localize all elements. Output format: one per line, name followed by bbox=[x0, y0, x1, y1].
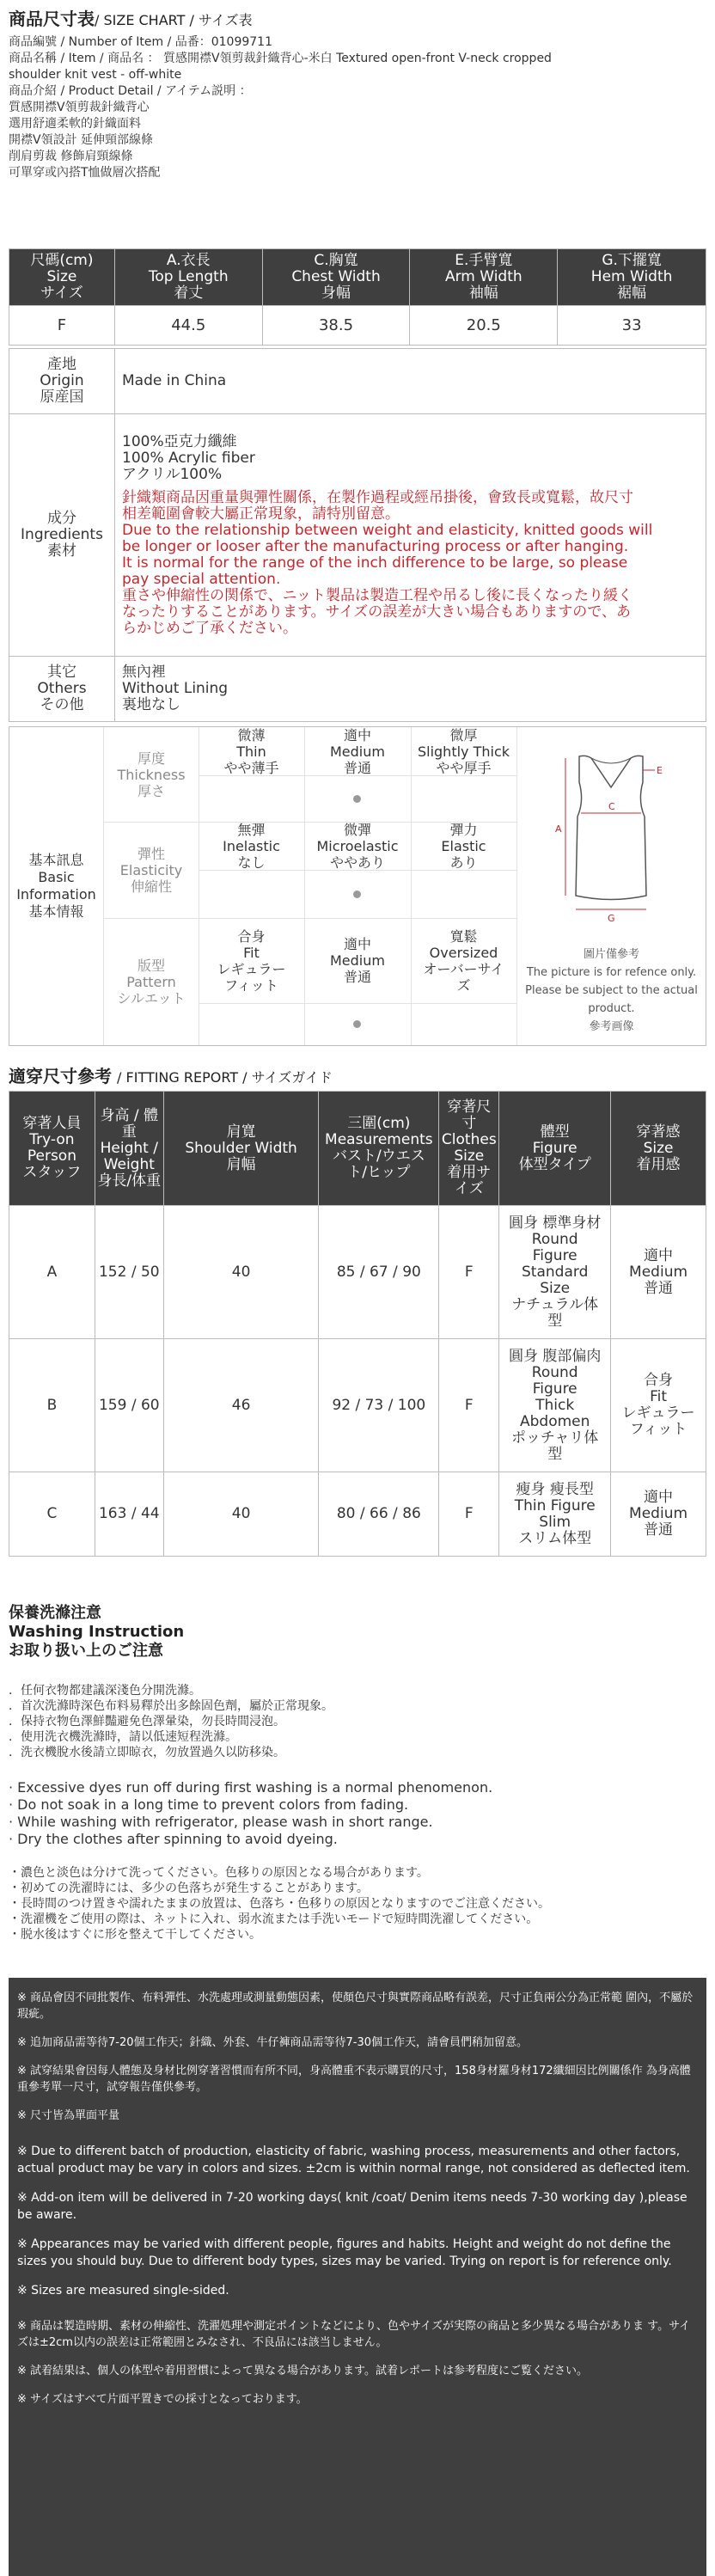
elasticity-option-micro: 微彈 Microelastic ややあり bbox=[316, 821, 399, 871]
detail-table bbox=[9, 348, 706, 722]
washing-line: · Dry the clothes after spinning to avoid dyeing. bbox=[9, 1831, 338, 1847]
note-item: ※ 試着結果は、個人の体型や着用習慣によって異なる場合があります。試着レポートは参考程度にご覧ください。 bbox=[17, 2365, 588, 2377]
note-item: ※ 追加商品需等待7-20個工作天；針織、外套、牛仔褲商品需等待7-30個工作天，請會員們稍加留意。 bbox=[17, 2036, 529, 2049]
thickness-label: 厚度 Thickness 厚さ bbox=[117, 750, 186, 799]
washing-line: ．使用洗衣機洗滌時，請以低速短程洗滌。 bbox=[9, 1730, 237, 1744]
ingredient-line: 100% Acrylic fiber bbox=[122, 449, 255, 467]
thickness-selected-dot bbox=[353, 795, 361, 803]
note-item: ※ 試穿結果會因每人體態及身材比例穿著習慣而有所不同，身高體重不表示購買的尺寸，158身材羅身材172纖細因比例關係作 為身高體重參考單一尺寸，試穿報告僅供參考。 bbox=[17, 2065, 691, 2094]
note-item: ※ 商品會因不同批製作、布料彈性、水洗處理或測量動態因素，使顏色尺寸與實際商品略有誤差，尺寸正負兩公分為正常範 圍內，不屬於瑕疵。 bbox=[17, 1992, 694, 2021]
measurements-header: 三圍(cm) Measurements バスト/ウエス ト/ヒップ bbox=[319, 1092, 439, 1206]
info-line: 開襟V領設計 延伸頸部線條 bbox=[9, 133, 154, 147]
ingredients-label: 成分 Ingredients 素材 bbox=[9, 414, 115, 657]
ingredient-line: 100%亞克力纖維 bbox=[122, 432, 237, 450]
elasticity-selected-dot bbox=[353, 890, 361, 898]
size-header-cell: 尺碼(cm) Size サイズ bbox=[9, 249, 115, 306]
fitting-subheading: / FITTING REPORT / サイズガイド bbox=[117, 1069, 333, 1086]
washing-line: ・初めての洗濯時には、多少の色落ちが発生することがあります。 bbox=[9, 1882, 369, 1895]
elasticity-option-elastic: 彈力 Elastic あり bbox=[441, 821, 486, 871]
figure-cell: 瘦身 瘦長型 Thin Figure Slim スリム体型 bbox=[499, 1472, 611, 1557]
height-weight-header: 身高 / 體 重 Height / Weight 身長/体重 bbox=[95, 1092, 163, 1206]
fitting-table bbox=[9, 1091, 706, 1557]
washing-line: · Excessive dyes run off during first washing is a normal phenomenon. bbox=[9, 1779, 493, 1796]
washing-instructions bbox=[9, 1683, 706, 1943]
washing-line: ・濃色と淡色は分けて洗ってください。色移りの原因となる場合があります。 bbox=[9, 1866, 429, 1880]
thickness-option-thin: 微薄 Thin やや薄手 bbox=[223, 726, 279, 776]
origin-row bbox=[9, 349, 706, 414]
shoulder-cell: 40 bbox=[163, 1472, 319, 1557]
feel-cell: 合身 Fit レギュラー フィット bbox=[611, 1339, 706, 1472]
shoulder-cell: 40 bbox=[163, 1206, 319, 1339]
washing-line: ．任何衣物都建議深淺色分開洗滌。 bbox=[9, 1684, 201, 1698]
garment-figure bbox=[517, 727, 706, 1045]
notes-en bbox=[17, 2143, 698, 2299]
measurements-cell: 80 / 66 / 86 bbox=[319, 1472, 439, 1557]
feel-header: 穿著感 Size 着用感 bbox=[611, 1092, 706, 1206]
figure-note: 圖片僅參考 The picture is for refence only. Please be subject to the actual product. 參考画像 bbox=[525, 948, 698, 1033]
fitting-table-header bbox=[9, 1092, 706, 1206]
pattern-label: 版型 Pattern シルエット bbox=[117, 957, 186, 1007]
table-row bbox=[9, 1206, 706, 1339]
note-item: ※ Add-on item will be delivered in 7-20 working days( knit /coat/ Denim items needs 7-30 working day ),please be aware. bbox=[17, 2191, 688, 2222]
elasticity-label: 彈性 Elasticity 伸縮性 bbox=[119, 845, 183, 895]
info-line: 可單穿或內搭T恤做層次搭配 bbox=[9, 166, 161, 180]
size-table-header bbox=[9, 249, 706, 306]
hem-header-cell: G.下擺寬 Hem Width 裾幅 bbox=[558, 249, 706, 306]
clothes-size-cell: F bbox=[439, 1472, 499, 1557]
person-cell: B bbox=[9, 1339, 95, 1472]
pattern-option-oversized: 寬鬆 Oversized オーバーサイ ズ bbox=[423, 927, 504, 994]
thickness-option-thick: 微厚 Slightly Thick やや厚手 bbox=[417, 726, 510, 776]
origin-label: 產地 Origin 原産国 bbox=[9, 349, 115, 414]
knit-notice: 針織類商品因重量與彈性關係，在製作過程或經吊掛後，會致長或寬鬆，故尺寸 相差範圍會較大屬正常現象，請特別留意。 Due to the relationship between weight and elasticity, knitted goods will be longer or looser after the manufacturing process or after hanging. It is normal for the range of the inch difference to be large, so please pay special attention. 重さや伸縮性の関係で、ニット製品は製造工程や吊るし後に長くなったり緩く なったりすることがあります。サイズの誤差が大きい場合もありますので、あ らかじめご了承ください。 bbox=[122, 488, 653, 637]
note-item: ※ Sizes are measured single-sided. bbox=[17, 2284, 229, 2298]
washing-line: · Do not soak in a long time to prevent colors from fading. bbox=[9, 1796, 409, 1813]
note-item: ※ 商品は製造時期、素材の伸縮性、洗濯処理や測定ポイントなどにより、色やサイズが実際の商品と多少異なる場合がありま す。サイズは±2cm以内の誤差は正常範囲とみなされ、不良品には該当しません。 bbox=[17, 2320, 691, 2349]
size-chart-heading: 商品尺寸表 bbox=[9, 9, 95, 29]
table-row bbox=[9, 1339, 706, 1472]
figure-letter-g: G bbox=[608, 913, 615, 924]
shoulder-cell: 46 bbox=[163, 1339, 319, 1472]
basic-info-panel bbox=[9, 726, 706, 1046]
washing-title: 保養洗滌注意 Washing Instruction お取り扱い上のご注意 bbox=[9, 1604, 185, 1660]
length-header-cell: A.衣長 Top Length 着丈 bbox=[114, 249, 262, 306]
figure-letter-a: A bbox=[555, 823, 562, 835]
arm-header-cell: E.手臂寬 Arm Width 袖幅 bbox=[410, 249, 558, 306]
table-row bbox=[9, 306, 706, 346]
notes-zh bbox=[17, 1990, 698, 2124]
others-value: 無內裡 Without Lining 裏地なし bbox=[115, 657, 706, 722]
thickness-option-medium: 適中 Medium 普通 bbox=[330, 726, 385, 776]
ingredients-row bbox=[9, 414, 706, 657]
length-cell: 44.5 bbox=[114, 306, 262, 346]
size-chart-subheading: / SIZE CHART / サイズ表 bbox=[95, 12, 253, 28]
height-weight-cell: 159 / 60 bbox=[95, 1339, 163, 1472]
ingredient-line: アクリル100% bbox=[122, 465, 223, 483]
note-item: ※ Appearances may be varied with different people, figures and habits. Height and weight do not define the sizes you should buy. Due to different body types, sizes may be varied. Trying on report is for reference only. bbox=[17, 2237, 672, 2268]
chest-cell: 38.5 bbox=[262, 306, 410, 346]
ingredients-value bbox=[115, 414, 706, 657]
vest-diagram-icon bbox=[517, 727, 706, 942]
figure-header: 體型 Figure 体型タイプ bbox=[499, 1092, 611, 1206]
origin-value: Made in China bbox=[115, 349, 706, 414]
info-line: shoulder knit vest - off-white bbox=[9, 68, 182, 82]
washing-line: ・長時間のつけ置きや濡れたままの放置は、色落ち・色移りの原因となりますのでご注意ください。 bbox=[9, 1897, 550, 1911]
size-chart-title bbox=[9, 5, 253, 30]
measurements-cell: 92 / 73 / 100 bbox=[319, 1339, 439, 1472]
size-table bbox=[9, 248, 706, 346]
washing-line: ．保持衣物色澤鮮豔避免色澤暈染，勿長時間浸泡。 bbox=[9, 1715, 285, 1729]
washing-line: ・洗濯機をご使用の際は、ネットに入れ、弱水流または手洗いモードで短時間洗濯してください。 bbox=[9, 1912, 539, 1926]
figure-cell: 圓身 腹部偏肉 Round Figure Thick Abdomen ポッチャリ体 型 bbox=[499, 1339, 611, 1472]
pattern-option-medium: 適中 Medium 普通 bbox=[330, 936, 385, 985]
grid-divider bbox=[199, 1003, 516, 1004]
measurements-cell: 85 / 67 / 90 bbox=[319, 1206, 439, 1339]
pattern-option-fit: 合身 Fit レギュラー フィット bbox=[217, 927, 286, 994]
person-cell: A bbox=[9, 1206, 95, 1339]
note-item: ※ 尺寸皆為單面平量 bbox=[17, 2109, 120, 2122]
others-row bbox=[9, 657, 706, 722]
chest-header-cell: C.胸寬 Chest Width 身幅 bbox=[262, 249, 410, 306]
height-weight-cell: 163 / 44 bbox=[95, 1472, 163, 1557]
clothes-size-header: 穿著尺 寸 Clothes Size 着用サ イズ bbox=[439, 1092, 499, 1206]
basic-info-label: 基本訊息 Basic Information 基本情報 bbox=[9, 727, 104, 1045]
elasticity-option-inelastic: 無彈 Inelastic なし bbox=[223, 821, 280, 871]
washing-line: ・脱水後はすぐに形を整えて干してください。 bbox=[9, 1928, 261, 1942]
clothes-size-cell: F bbox=[439, 1339, 499, 1472]
figure-letter-e: E bbox=[657, 765, 663, 776]
info-line: 商品介紹 / Product Detail / アイテム説明 ： bbox=[9, 84, 252, 98]
arm-cell: 20.5 bbox=[410, 306, 558, 346]
note-item: ※ Due to different batch of production, elasticity of fabric, washing process, measurements and other factors, actual product may be vary in colors and sizes. ±2cm is within normal range, not considered as deflected item. bbox=[17, 2145, 690, 2175]
washing-line: ．洗衣機脫水後請立即晾衣，勿放置過久以防移染。 bbox=[9, 1746, 285, 1759]
washing-line: · While washing with refrigerator, please wash in short range. bbox=[9, 1814, 433, 1830]
info-line: 削肩剪裁 修飾肩頸線條 bbox=[9, 150, 133, 163]
pattern-selected-dot bbox=[353, 1020, 361, 1028]
washing-line: ．首次洗滌時深色布料易釋於出多餘固色劑，屬於正常現象。 bbox=[9, 1699, 333, 1713]
info-line: 商品名稱 / Item / 商品名 ： 質感開襟V領剪裁針織背心-米白 Textured open-front V-neck cropped bbox=[9, 52, 552, 65]
product-info bbox=[9, 34, 706, 181]
notes-panel bbox=[9, 1978, 706, 2576]
clothes-size-cell: F bbox=[439, 1206, 499, 1339]
figure-letter-c: C bbox=[608, 801, 615, 812]
feel-cell: 適中 Medium 普通 bbox=[611, 1206, 706, 1339]
hem-cell: 33 bbox=[558, 306, 706, 346]
info-line: 質感開襟V領剪裁針織背心 bbox=[9, 101, 150, 114]
person-header: 穿著人員 Try-on Person スタッフ bbox=[9, 1092, 95, 1206]
fitting-title bbox=[9, 1062, 333, 1087]
shoulder-header: 肩寬 Shoulder Width 肩幅 bbox=[163, 1092, 319, 1206]
size-cell: F bbox=[9, 306, 115, 346]
others-label: 其它 Others その他 bbox=[9, 657, 115, 722]
info-line: 商品編號 / Number of Item / 品番：01099711 bbox=[9, 35, 272, 49]
feel-cell: 適中 Medium 普通 bbox=[611, 1472, 706, 1557]
table-row bbox=[9, 1472, 706, 1557]
person-cell: C bbox=[9, 1472, 95, 1557]
note-item: ※ サイズはすべて片面平置きでの採寸となっております。 bbox=[17, 2393, 308, 2406]
notes-ja bbox=[17, 2318, 698, 2408]
figure-cell: 圓身 標準身材 Round Figure Standard Size ナチュラル体 型 bbox=[499, 1206, 611, 1339]
height-weight-cell: 152 / 50 bbox=[95, 1206, 163, 1339]
info-line: 選用舒適柔軟的針織面料 bbox=[9, 117, 141, 131]
fitting-heading: 適穿尺寸參考 bbox=[9, 1066, 112, 1086]
